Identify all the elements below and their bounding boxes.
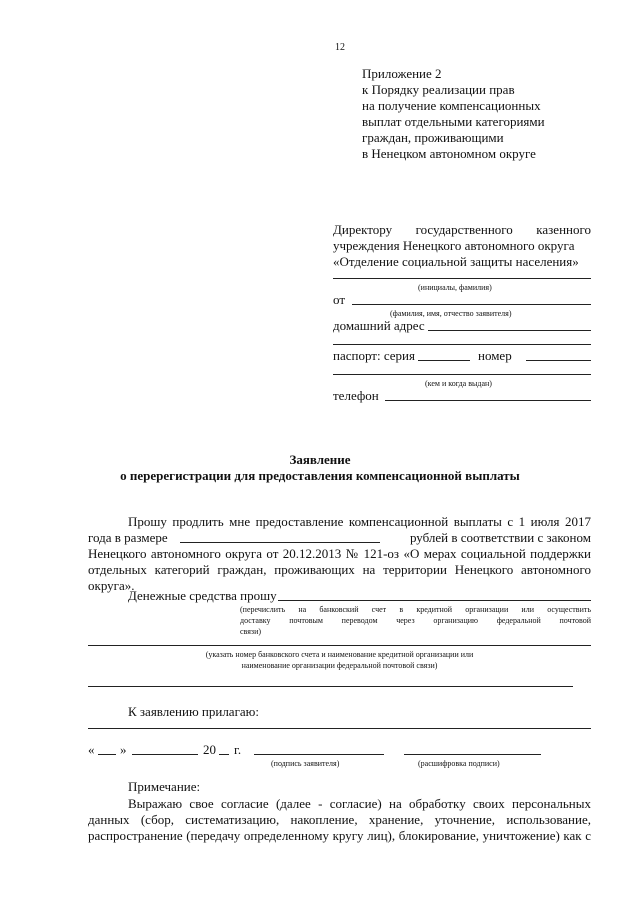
appendix-line: к Порядку реализации прав	[362, 82, 515, 97]
from-label: от	[333, 292, 346, 307]
date-year-suffix: г.	[234, 742, 242, 757]
passport-number-label: номер	[478, 348, 512, 363]
applicant-name-line[interactable]	[352, 304, 591, 305]
amount-line[interactable]	[180, 542, 380, 543]
home-address-label: домашний адрес	[333, 318, 425, 333]
document-title: Заявление	[289, 452, 351, 467]
caption-issued: (кем и когда выдан)	[425, 379, 492, 388]
appendix-line: выплат отдельными категориями	[362, 114, 545, 129]
body-line: рублей в соответствии с законом	[409, 530, 591, 545]
caption-signature: (подпись заявителя)	[271, 759, 340, 768]
appendix-line: на получение компенсационных	[362, 98, 541, 113]
caption-signature-decode: (расшифровка подписи)	[418, 759, 500, 768]
passport-issued-line[interactable]	[333, 374, 591, 375]
page-number: 12	[335, 42, 345, 53]
date-day-line[interactable]	[98, 754, 116, 755]
date-month-line[interactable]	[132, 754, 198, 755]
signature-line[interactable]	[254, 754, 384, 755]
phone-line[interactable]	[385, 400, 591, 401]
signature-decode-line[interactable]	[404, 754, 541, 755]
appendix-line: в Ненецком автономном округе	[362, 146, 536, 161]
addressee-line: «Отделение социальной защиты населения»	[333, 254, 579, 269]
attachments-line[interactable]	[88, 728, 591, 729]
bank-details-line-2[interactable]	[88, 686, 573, 687]
funds-line[interactable]	[278, 600, 591, 601]
appendix-line: граждан, проживающими	[362, 130, 504, 145]
body-line: Ненецкого автономного округа от 20.12.2013 № 121-оз «О мерах социальной поддержки	[88, 546, 591, 561]
caption-applicant: (фамилия, имя, отчество заявителя)	[390, 309, 512, 318]
note-line: Выражаю свое согласие (далее - согласие) на обработку своих персональных	[128, 796, 591, 811]
funds-caption: связи)	[240, 627, 262, 636]
attach-label: К заявлению прилагаю:	[128, 704, 260, 719]
body-line: отдельных категорий граждан, проживающих на территории Ненецкого автономного	[88, 562, 591, 577]
date-open-quote: «	[88, 742, 95, 757]
date-year-line[interactable]	[219, 754, 229, 755]
note-line: данных (сбор, систематизацию, накопление, хранение, уточнение, использование,	[88, 812, 591, 827]
appendix-title: Приложение 2	[362, 66, 442, 81]
bank-caption: наименование организации федеральной почтовой связи)	[241, 661, 438, 670]
body-line: года в размере	[88, 530, 168, 545]
funds-caption: доставку почтовым переводом через организацию федеральной почтовой	[240, 616, 591, 625]
passport-number-line[interactable]	[526, 360, 591, 361]
document-subtitle: о перерегистрации для предоставления компенсационной выплаты	[120, 468, 520, 483]
addressee-line: Директору государственного казенного	[333, 222, 591, 237]
note-line: распространение (передачу определенному кругу лиц), блокирование, уничтожение) как с	[88, 828, 591, 843]
body-line: округа».	[88, 578, 135, 593]
funds-caption: (перечислить на банковский счет в кредитной организации или осуществить	[240, 605, 591, 614]
body-line: Прошу продлить мне предоставление компенсационной выплаты с 1 июля 2017	[128, 514, 591, 529]
date-year: 20	[203, 742, 216, 757]
caption-initials: (инициалы, фамилия)	[418, 283, 492, 292]
home-address-line-2[interactable]	[333, 344, 591, 345]
home-address-line[interactable]	[428, 330, 591, 331]
funds-label: Денежные средства прошу	[128, 588, 277, 603]
phone-label: телефон	[333, 388, 379, 403]
passport-series-line[interactable]	[418, 360, 470, 361]
passport-series-label: паспорт: серия	[333, 348, 415, 363]
director-name-line[interactable]	[333, 278, 591, 279]
bank-details-line[interactable]	[88, 645, 591, 646]
note-label: Примечание:	[128, 779, 201, 794]
bank-caption: (указать номер банковского счета и наименование кредитной организации или	[205, 650, 474, 659]
addressee-line: учреждения Ненецкого автономного округа	[333, 238, 575, 253]
date-close-quote: »	[120, 742, 127, 757]
